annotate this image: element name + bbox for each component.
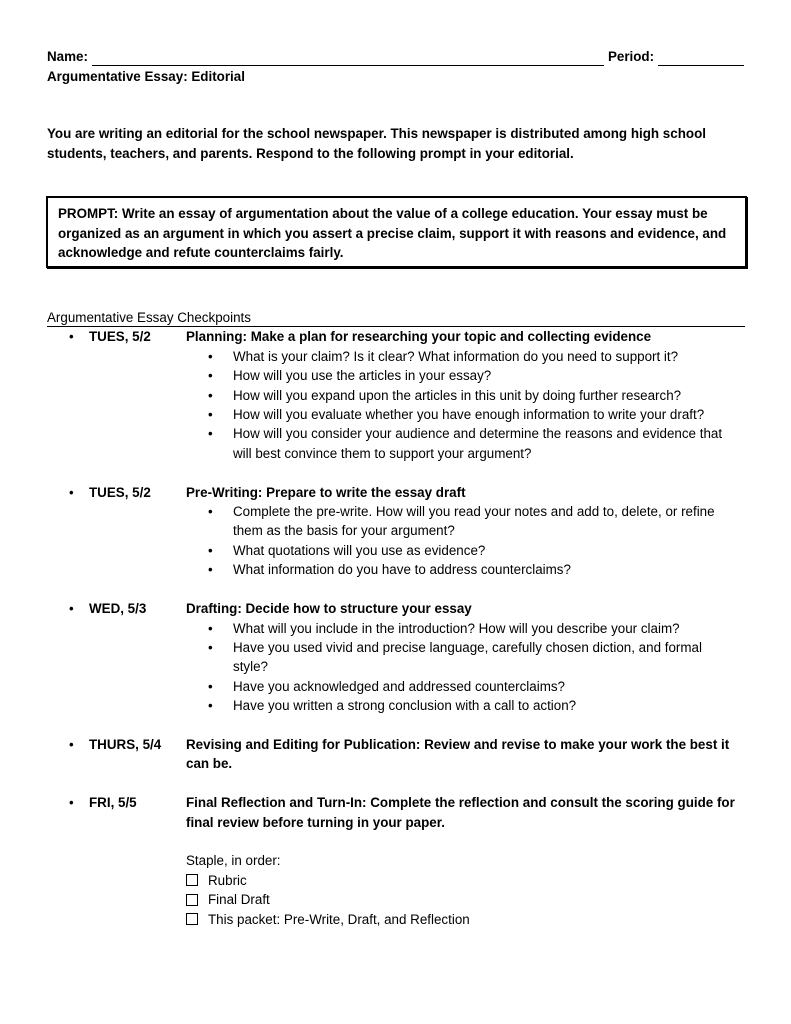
checkpoint-questions: [186, 502, 746, 580]
checkpoint-item: [47, 327, 747, 463]
intro-paragraph: You are writing an editorial for the school newspaper. This newspaper is distributed among high school students, teachers, and parents. Respond to the following prompt in your editorial.: [47, 126, 706, 161]
period-blank: [658, 50, 744, 66]
checkpoint-date: FRI, 5/5: [89, 795, 137, 811]
bullet: •: [208, 426, 213, 442]
checklist-label: This packet: Pre-Write, Draft, and Reflection: [208, 911, 470, 927]
checkpoint-item: [47, 599, 747, 715]
checklist-item-rubric[interactable]: [186, 871, 746, 890]
bullet: •: [208, 639, 213, 655]
checkpoint-date: WED, 5/3: [89, 601, 147, 617]
question-text: How will you expand upon the articles in this unit by doing further research?: [233, 387, 682, 403]
checkpoint-item: [47, 793, 747, 929]
bullet: •: [69, 736, 74, 752]
period-label: Period:: [607, 48, 655, 64]
document-subtitle: Argumentative Essay: Editorial: [47, 69, 245, 84]
list-item: [208, 347, 746, 366]
name-label: Name:: [47, 48, 88, 64]
checkpoint-date: TUES, 5/2: [89, 484, 151, 500]
list-item: [208, 638, 746, 677]
checkpoint-title: Planning: Make a plan for researching your topic and collecting evidence: [186, 329, 652, 345]
bullet: •: [208, 368, 213, 384]
bullet: •: [208, 562, 213, 578]
bullet: •: [69, 484, 74, 500]
list-item: [208, 541, 746, 560]
checkbox-icon[interactable]: [186, 874, 198, 886]
checklist-label: Rubric: [208, 872, 247, 888]
checkpoint-title: Revising and Editing for Publication: Review and revise to make your work the best it can be.: [186, 736, 730, 772]
checkpoint-item: [47, 735, 747, 774]
question-text: What will you include in the introduction? How will you describe your claim?: [233, 620, 680, 636]
question-text: How will you evaluate whether you have enough information to write your draft?: [233, 407, 705, 423]
question-text: What information do you have to address counterclaims?: [233, 562, 571, 578]
checkpoint-questions: [186, 619, 746, 716]
list-item: [208, 405, 746, 424]
question-text: Have you used vivid and precise language, carefully chosen diction, and formal style?: [233, 639, 702, 675]
bullet: •: [208, 387, 213, 403]
checklist-item-packet[interactable]: [186, 910, 746, 929]
list-item: [208, 502, 746, 541]
question-text: How will you use the articles in your essay?: [233, 368, 492, 384]
bullet: •: [69, 795, 74, 811]
list-item: [208, 696, 746, 715]
header-line: [47, 47, 747, 66]
question-text: Have you written a strong conclusion with a call to action?: [233, 698, 577, 714]
bullet: •: [208, 698, 213, 714]
list-item: [208, 386, 746, 405]
bullet: •: [208, 407, 213, 423]
checkbox-icon[interactable]: [186, 894, 198, 906]
list-item: [208, 366, 746, 385]
question-text: Have you acknowledged and addressed counterclaims?: [233, 678, 565, 694]
bullet: •: [208, 348, 213, 364]
bullet: •: [69, 601, 74, 617]
checkbox-icon[interactable]: [186, 913, 198, 925]
staple-label: Staple, in order:: [186, 853, 281, 869]
checkpoint-title: Final Reflection and Turn-In: Complete the reflection and consult the scoring guide for final review before turning in your paper.: [186, 795, 735, 830]
list-item: [208, 677, 746, 696]
staple-section: [186, 851, 746, 929]
checkpoint-title: Drafting: Decide how to structure your essay: [186, 601, 472, 617]
bullet: •: [208, 504, 213, 520]
checkpoint-title: Pre-Writing: Prepare to write the essay draft: [186, 484, 466, 500]
checkpoint-date: THURS, 5/4: [89, 736, 162, 752]
question-text: Complete the pre-write. How will you read your notes and add to, delete, or refine them as the basis for your argument?: [233, 504, 715, 539]
question-text: What quotations will you use as evidence?: [233, 542, 486, 558]
bullet: •: [69, 329, 74, 345]
bullet: •: [208, 678, 213, 694]
checkpoint-date: TUES, 5/2: [89, 329, 151, 345]
question-text: What is your claim? Is it clear? What information do you need to support it?: [233, 348, 679, 364]
prompt-box: PROMPT: Write an essay of argumentation about the value of a college education. Your essay must be organized as an argument in which you assert a precise claim, support it with reasons and evidence, and acknowledge and refute counterclaims fairly.: [46, 196, 747, 268]
checkpoints-heading: Argumentative Essay Checkpoints: [47, 310, 745, 327]
list-item: [208, 424, 746, 463]
worksheet: [47, 47, 747, 929]
question-text: How will you consider your audience and determine the reasons and evidence that will best convince them to support your argument?: [233, 426, 723, 461]
name-blank: [92, 50, 604, 66]
bullet: •: [208, 620, 213, 636]
bullet: •: [208, 542, 213, 558]
list-item: [208, 619, 746, 638]
checklist-label: Final Draft: [208, 892, 270, 908]
checkpoint-questions: [186, 347, 746, 463]
list-item: [208, 560, 746, 579]
checkpoint-item: [47, 483, 747, 580]
checklist-item-final-draft[interactable]: [186, 890, 746, 909]
